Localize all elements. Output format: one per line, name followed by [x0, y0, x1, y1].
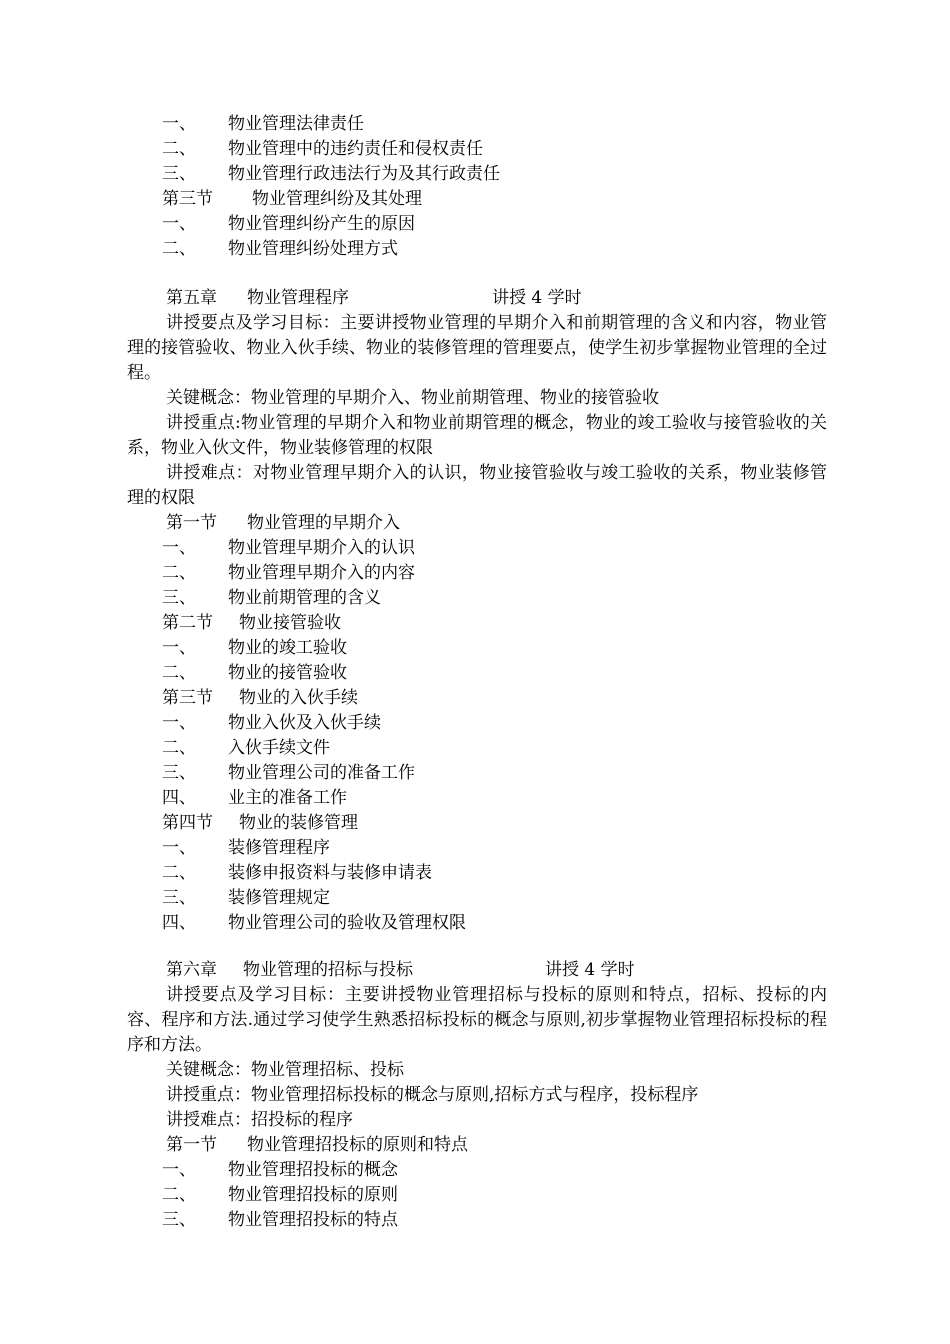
- list-item: 三、 物业管理公司的准备工作: [162, 763, 415, 783]
- list-item: 二、 装修申报资料与装修申请表: [162, 863, 432, 883]
- list-item: 三、 物业管理招投标的特点: [162, 1210, 398, 1230]
- list-item: 一、 物业管理纠纷产生的原因: [162, 214, 415, 234]
- teaching-focus: 讲授重点：物业管理招标投标的概念与原则,招标方式与程序，投标程序: [166, 1085, 699, 1105]
- list-item: 一、 物业的竣工验收: [162, 638, 347, 658]
- list-item: 三、 物业管理行政违法行为及其行政责任: [162, 164, 500, 184]
- teaching-difficulty: 讲授难点：招投标的程序: [166, 1110, 353, 1130]
- list-item: 二、 物业管理招投标的原则: [162, 1185, 398, 1205]
- learning-goals: 讲授要点及学习目标：主要讲授物业管理招标与投标的原则和特点，招标、投标的内容、程序和方法.通过学习使学生熟悉招标投标的概念与原则,初步掌握物业管理招标投标的程序和方法。: [127, 985, 828, 1055]
- section-heading: 第四节 物业的装修管理: [162, 813, 358, 833]
- list-item: 二、 入伙手续文件: [162, 738, 330, 758]
- learning-goals: 讲授要点及学习目标：主要讲授物业管理的早期介入和前期管理的含义和内容，物业管理的接管验收、物业入伙手续、物业的装修管理的管理要点，使学生初步掌握物业管理的全过程。: [127, 313, 828, 383]
- section-heading: 第一节 物业管理招投标的原则和特点: [166, 1135, 468, 1155]
- key-concepts: 关键概念：物业管理的早期介入、物业前期管理、物业的接管验收: [166, 388, 659, 408]
- list-item: 一、 物业入伙及入伙手续: [162, 713, 381, 733]
- chapter-heading: 第五章 物业管理程序 讲授 4 学时: [166, 288, 582, 308]
- list-item: 三、 物业前期管理的含义: [162, 588, 381, 608]
- section-heading: 第一节 物业管理的早期介入: [166, 513, 400, 533]
- list-item: 二、 物业管理纠纷处理方式: [162, 239, 398, 259]
- list-item: 一、 物业管理早期介入的认识: [162, 538, 415, 558]
- list-item: 二、 物业的接管验收: [162, 663, 347, 683]
- list-item: 四、 物业管理公司的验收及管理权限: [162, 913, 466, 933]
- chapter-heading: 第六章 物业管理的招标与投标 讲授 4 学时: [166, 960, 635, 980]
- list-item: 四、 业主的准备工作: [162, 788, 347, 808]
- section-heading: 第三节 物业的入伙手续: [162, 688, 358, 708]
- list-item: 二、 物业管理早期介入的内容: [162, 563, 415, 583]
- list-item: 一、 装修管理程序: [162, 838, 330, 858]
- teaching-focus: 讲授重点:物业管理的早期介入和物业前期管理的概念，物业的竣工验收与接管验收的关系，物业入伙文件，物业装修管理的权限: [127, 413, 827, 458]
- section-heading: 第三节 物业管理纠纷及其处理: [162, 189, 422, 209]
- teaching-difficulty: 讲授难点：对物业管理早期介入的认识，物业接管验收与竣工验收的关系，物业装修管理的权限: [127, 463, 828, 508]
- section-heading: 第二节 物业接管验收: [162, 613, 341, 633]
- list-item: 一、 物业管理招投标的概念: [162, 1160, 398, 1180]
- list-item: 一、 物业管理法律责任: [162, 114, 364, 134]
- list-item: 二、 物业管理中的违约责任和侵权责任: [162, 139, 483, 159]
- key-concepts: 关键概念：物业管理招标、投标: [166, 1060, 404, 1080]
- list-item: 三、 装修管理规定: [162, 888, 330, 908]
